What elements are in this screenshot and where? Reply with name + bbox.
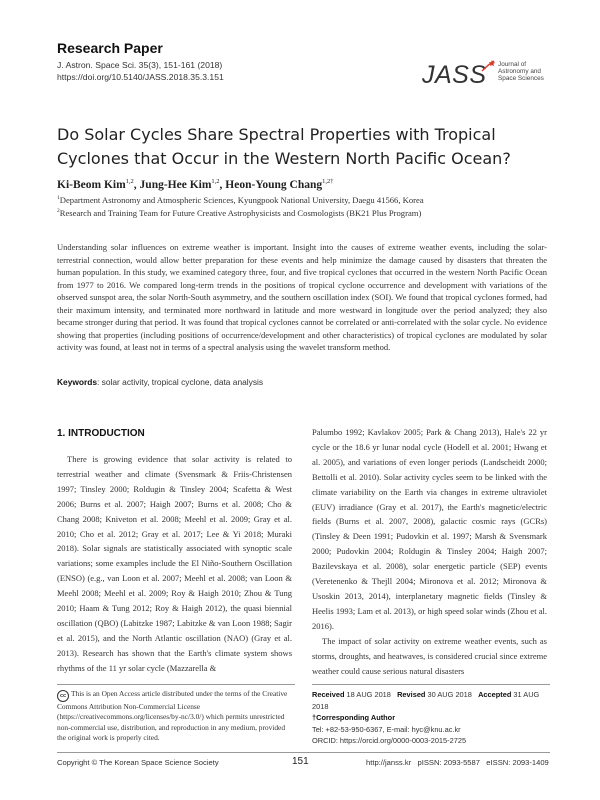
journal-citation: J. Astron. Space Sci. 35(3), 151-161 (2018) <box>57 60 223 70</box>
revised-date: 30 AUG 2018 <box>427 690 472 699</box>
star-icon <box>480 59 496 78</box>
author-name: Heon-Young Chang <box>225 178 323 191</box>
journal-citation-block <box>57 60 224 83</box>
affiliation-mark: 1 <box>57 195 60 202</box>
accepted-date: 31 AUG 2018 <box>312 690 540 711</box>
keywords-label: Keywords <box>57 377 98 387</box>
corresponding-label-text: †Corresponding Author <box>312 713 396 722</box>
received-label: Received <box>312 690 345 699</box>
accepted-label: Accepted <box>478 690 512 699</box>
author-affiliation-mark: 1,2 <box>211 178 220 185</box>
footer-issn: http://janss.kr pISSN: 2093-5587 eISSN: 2093-1409 <box>366 758 549 767</box>
paper-type: Research Paper <box>57 40 163 56</box>
keywords-value: : solar activity, tropical cyclone, data analysis <box>97 377 264 387</box>
logo-subtitle: Journal of Astronomy and Space Sciences <box>498 61 544 83</box>
article-dates <box>312 689 550 712</box>
paper-title: Do Solar Cycles Share Spectral Properties with Tropical Cyclones that Occur in the Western North Pacific Ocean? <box>57 125 511 168</box>
corresponding-contact: Tel: +82-53-950-6367, E-mail: hyc@knu.ac.kr <box>312 724 461 734</box>
author-affiliation-mark: 1,2 <box>125 178 134 185</box>
author-separator: , <box>133 178 140 191</box>
author-name: Ki-Beom Kim <box>57 178 126 191</box>
footer-divider <box>57 752 550 753</box>
logo-acronym: JASS <box>422 61 487 89</box>
author-separator: , <box>219 178 226 191</box>
page-number: 151 <box>292 756 309 767</box>
author-name: Jung-Hee Kim <box>139 178 212 191</box>
doi-link[interactable]: https://doi.org/10.5140/JASS.2018.35.3.151 <box>57 71 224 82</box>
body-paragraph: The impact of solar activity on extreme weather events, such as storms, droughts, and heatwaves, is considered crucial since extreme weather could cause serious natural disasters <box>312 635 547 676</box>
license-text: This is an Open Access article distributed under the terms of the Creative Commons Attribution Non-Commercial License (https://creativecommons.org/licenses/by-nc/3.0/) which permits unrestricted non-commercial use, distribution, and reproduction in any medium, provided the original work is properly cited. <box>57 689 288 743</box>
body-paragraph: Palumbo 1992; Kavlakov 2005; Park & Chang 2013), Hale's 22 yr cycle or the 18.6 yr lunar nodal cycle (Hodell et al. 2001; Hwang et al. 2005), and variations of even longer periods (Landscheidt 2000; Bettolli et al. 2010). Solar activity cycles seem to be linked with the climate variability on the Earth via changes in extreme ultraviolet (EUV) irradiance (Gray et al. 2017), the Earth's magnetic/electric fields (Burns et al. 2007, 2008), galactic cosmic rays (GCRs) (Tinsley & Deen 1991; Pudovkin et al. 1997; Marsh & Svensmark 2000; Pudovkin 2004; Roldugin & Tinsley 2004; Haigh 2007; Bazilevskaya et al. 2008), solar energetic particle (SEP) events (Veretenenko & Thejll 2004; Mironova et al. 2012; Mironova & Usoskin 2013, 2014), interplanetary magnetic fields (Tinsley & Heelis 1993; Lam et al. 2013), or high speed solar winds (Zhou et al. 2016). <box>312 427 547 631</box>
affiliation <box>57 208 421 218</box>
license-notice <box>57 684 295 744</box>
body-paragraph: There is growing evidence that solar activity is related to terrestrial weather and climate (Svensmark & Friis-Christensen 1997; Tinsley 2000; Roldugin & Tinsley 2004; Scafetta & West 2006; Burns et al. 2007; Haigh 2007; Burns et al. 2008; Cho & Chang 2008; Kniveton et al. 2008; Meehl et al. 2009; Gray et al. 2010; Cho et al. 2012; Gray et al. 2017; Lee & Yi 2018; Muraki 2018). Solar signals are statistically associated with synoptic scale variations; some examples include the El Niño-Southern Oscillation (ENSO) (e.g., van Loon et al. 2007; Meehl et al. 2008; van Loon & Meehl 2008; Meehl et al. 2009; Roy & Haigh 2010; Zhou & Tung 2010; Haam & Tung 2012; Roy & Haigh 2012), the quasi biennial oscillation (QBO) (Labitzke 1987; Labitzke & van Loon 1988; Sagir et al. 2015), and the North Atlantic oscillation (NAO) (Gray et al. 2013). Research has shown that the Earth's climate system shows rhythms of the 11 yr solar cycle (Mazzarella & <box>57 454 292 673</box>
revised-label: Revised <box>397 690 426 699</box>
author-affiliation-mark: 1,2† <box>322 178 334 185</box>
affiliation-text: Research and Training Team for Future Creative Astrophysicists and Cosmologists (BK21 Plus Program) <box>59 208 422 218</box>
left-column <box>57 428 292 676</box>
creative-commons-icon: cc <box>57 690 69 702</box>
section-heading: 1. INTRODUCTION <box>57 428 145 439</box>
right-column <box>312 425 547 678</box>
abstract: Understanding solar influences on extreme weather is important. Insight into the causes of extreme weather events, including the solar-terrestrial connection, would allow better preparation for these events and help minimize the damage caused by disasters that threaten the human population. In this study, we examined category three, four, and five tropical cyclones that occurred in the western North Pacific Ocean from 1977 to 2016. We compared long-term trends in the positions of tropical cyclone occurrence and development with variations of the observed sunspot area, the solar North-South asymmetry, and the southern oscillation index (SOI). We found that tropical cyclones formed, had their maximum intensity, and terminated more northward in latitude and more westward in longitude over the period analyzed; they also became stronger during that period. It was found that tropical cyclones cannot be correlated or anti-correlated with the solar cycle. No evidence showing that properties (including positions of occurrence/development and other characteristics) of tropical cyclones are modulated by solar activity was found, at least not in terms of a spectral analysis using the wavelet transform method. <box>57 242 547 352</box>
orcid-link[interactable]: ORCID: https://orcid.org/0000-0003-2015-2725 <box>312 736 467 745</box>
corresponding-author-label <box>312 712 550 724</box>
author-list <box>57 178 334 191</box>
affiliation-text: Department Astronomy and Atmospheric Sciences, Kyungpook National University, Daegu 41566, Korea <box>59 195 424 205</box>
affiliation <box>57 195 424 205</box>
jass-logo <box>422 59 552 95</box>
article-info <box>312 684 550 747</box>
footer-copyright: Copyright © The Korean Space Science Society <box>57 758 219 767</box>
received-date: 18 AUG 2018 <box>346 690 391 699</box>
keywords <box>57 377 263 387</box>
affiliation-mark: 2 <box>57 208 60 215</box>
